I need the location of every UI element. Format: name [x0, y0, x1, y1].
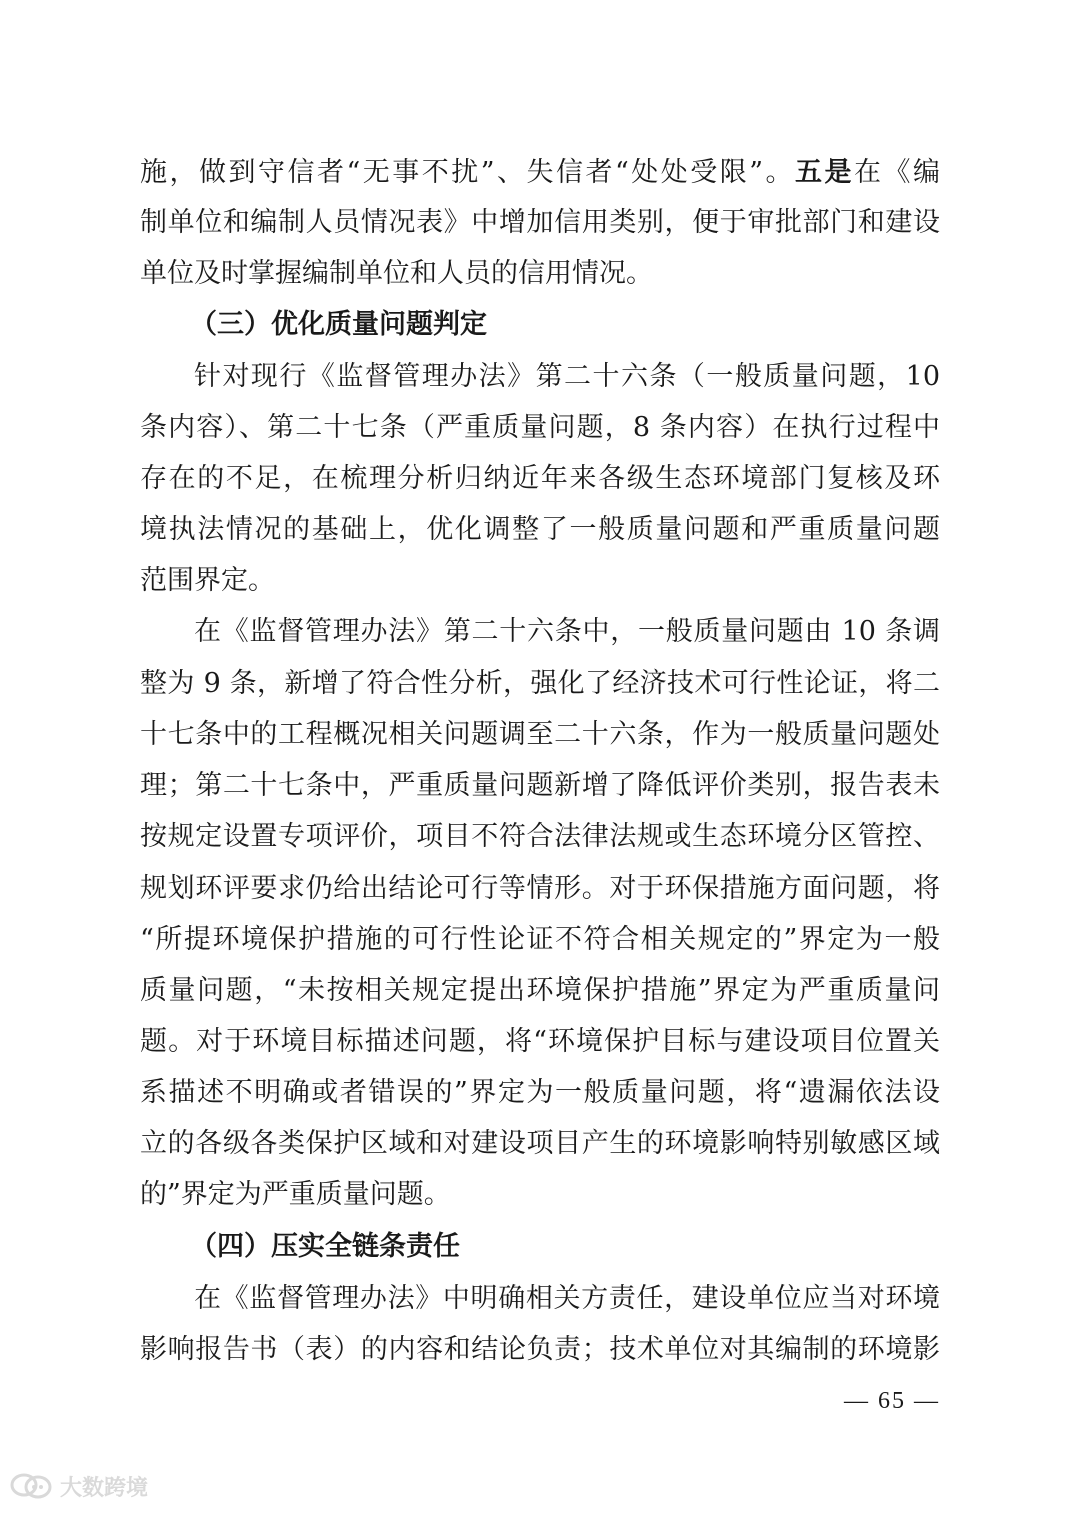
text-line-23: 在《监督管理办法》中明确相关方责任，建设单位应当对环境 [194, 1283, 940, 1314]
chat-bubble-logo-icon [10, 1471, 54, 1501]
text-line-3: 单位及时掌握编制单位和人员的信用情况。 [140, 258, 653, 289]
emphasis-text: 五是 [795, 157, 855, 188]
text-line-7: 存在的不足，在梳理分析归纳近年来各级生态环境部门复核及环 [140, 463, 940, 494]
text-line-20: 立的各级各类保护区域和对建设项目产生的环境影响特别敏感区域 [140, 1128, 940, 1159]
section-heading-3: （三）优化质量问题判定 [190, 309, 487, 340]
text-segment: 在《编 [854, 157, 940, 188]
watermark-text: 大数跨境 [60, 1475, 149, 1501]
text-line-14: 按规定设置专项评价，项目不符合法律法规或生态环境分区管控、 [140, 821, 940, 852]
text-line-9: 范围界定。 [140, 565, 275, 596]
text-line-11: 整为 9 条，新增了符合性分析，强化了经济技术可行性论证，将二 [140, 668, 940, 699]
text-line-18: 题。对于环境目标描述问题，将“环境保护目标与建设项目位置关 [140, 1026, 940, 1057]
page-number: — 65 — [844, 1388, 940, 1414]
text-segment: 施，做到守信者“无事不扰”、失信者“处处受限”。 [140, 157, 796, 188]
text-line-13: 理；第二十七条中，严重质量问题新增了降低评价类别，报告表未 [140, 770, 940, 801]
text-line-17: 质量问题，“未按相关规定提出环境保护措施”界定为严重质量问 [140, 975, 940, 1006]
text-line-2: 制单位和编制人员情况表》中增加信用类别，便于审批部门和建设 [140, 207, 940, 238]
text-line-21: 的”界定为严重质量问题。 [140, 1179, 451, 1210]
text-line-15: 规划环评要求仍给出结论可行等情形。对于环保措施方面问题，将 [140, 873, 940, 904]
text-line-1 [140, 148, 940, 198]
text-line-10: 在《监督管理办法》第二十六条中，一般质量问题由 10 条调 [194, 616, 940, 647]
watermark [10, 1466, 148, 1506]
text-line-6: 条内容）、第二十七条（严重质量问题，8 条内容）在执行过程中 [140, 412, 940, 443]
text-line-24: 影响报告书（表）的内容和结论负责；技术单位对其编制的环境影 [140, 1334, 940, 1365]
section-heading-4: （四）压实全链条责任 [190, 1231, 460, 1262]
text-line-12: 十七条中的工程概况相关问题调至二十六条，作为一般质量问题处 [140, 719, 940, 750]
text-line-5: 针对现行《监督管理办法》第二十六条（一般质量问题，10 [194, 361, 940, 392]
text-line-8: 境执法情况的基础上，优化调整了一般质量问题和严重质量问题 [140, 514, 940, 545]
text-line-19: 系描述不明确或者错误的”界定为一般质量问题，将“遗漏依法设 [140, 1077, 940, 1108]
text-line-16: “所提环境保护措施的可行性论证不符合相关规定的”界定为一般 [140, 924, 940, 955]
